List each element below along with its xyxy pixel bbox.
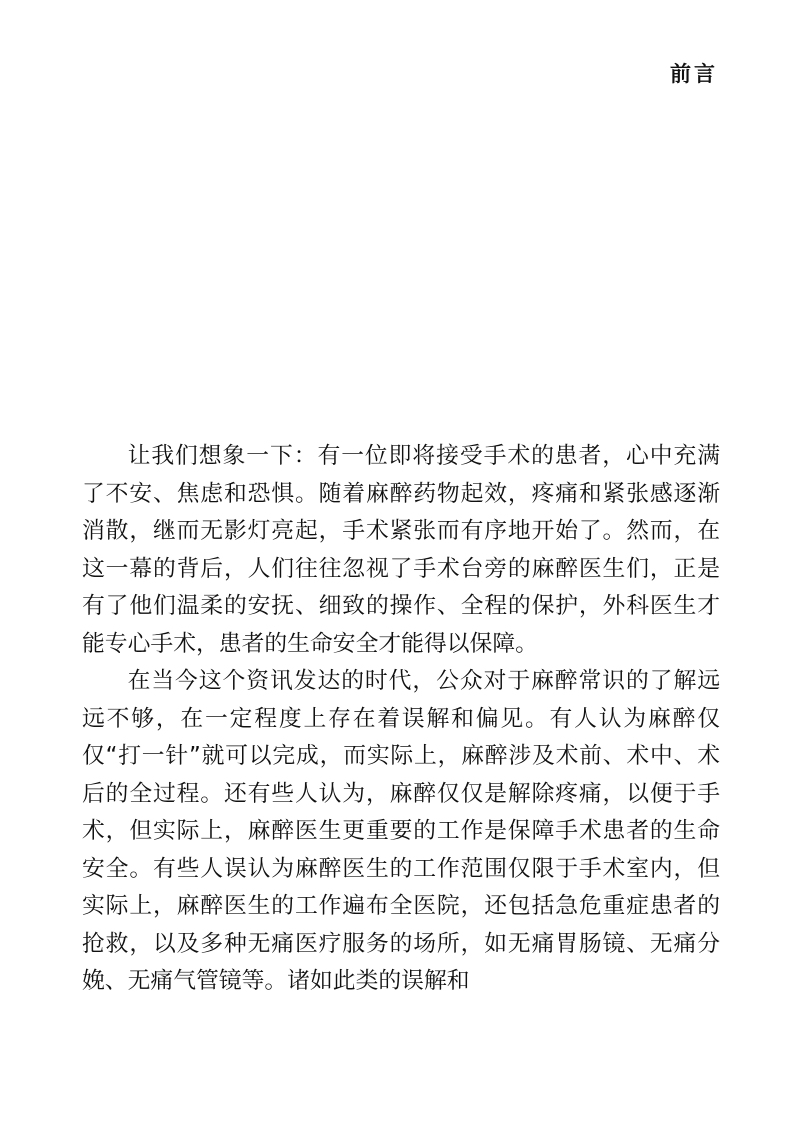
page-title: 前言 [670,62,718,86]
paragraph-2: 在当今这个资讯发达的时代，公众对于麻醉常识的了解远远不够，在一定程度上存在着误解和偏见。有人认为麻醉仅仅“打一针”就可以完成，而实际上，麻醉涉及术前、术中、术后的全过程。还有些人认为，麻醉仅仅是解除疼痛，以便于手术，但实际上，麻醉医生更重要的工作是保障手术患者的生命安全。有些人误认为麻醉医生的工作范围仅限于手术室内，但实际上，麻醉医生的工作遍布全医院，还包括急危重症患者的抢救，以及多种无痛医疗服务的场所，如无痛胃肠镜、无痛分娩、无痛气管镜等。诸如此类的误解和 [82,668,720,994]
body-text [82,438,720,1001]
paragraph-1: 让我们想象一下：有一位即将接受手术的患者，心中充满了不安、焦虑和恐惧。随着麻醉药物起效，疼痛和紧张感逐渐消散，继而无影灯亮起，手术紧张而有序地开始了。然而，在这一幕的背后，人们往往忽视了手术台旁的麻醉医生们，正是有了他们温柔的安抚、细致的操作、全程的保护，外科医生才能专心手术，患者的生命安全才能得以保障。 [82,443,720,657]
